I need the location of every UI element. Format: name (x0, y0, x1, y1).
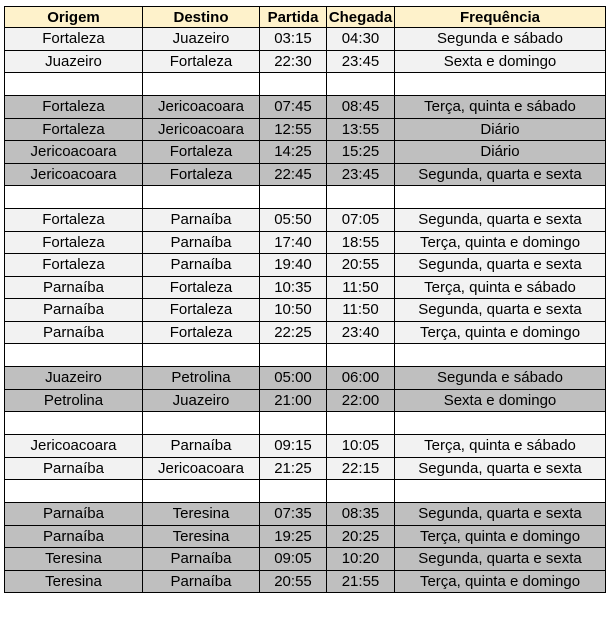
cell-partida: 20:55 (260, 570, 327, 593)
cell-origem: Fortaleza (5, 28, 143, 51)
cell-chegada: 11:50 (327, 276, 395, 299)
cell-partida: 19:40 (260, 254, 327, 277)
cell-partida: 05:50 (260, 209, 327, 232)
cell-destino: Fortaleza (143, 163, 260, 186)
cell-destino: Parnaíba (143, 254, 260, 277)
separator-cell (395, 186, 606, 209)
cell-chegada: 11:50 (327, 299, 395, 322)
cell-chegada: 10:05 (327, 435, 395, 458)
separator-cell (395, 73, 606, 96)
cell-partida: 10:50 (260, 299, 327, 322)
cell-frequencia: Sexta e domingo (395, 389, 606, 412)
separator-cell (260, 73, 327, 96)
separator-cell (143, 344, 260, 367)
table-row (5, 299, 606, 322)
cell-origem: Jericoacoara (5, 163, 143, 186)
separator-cell (327, 480, 395, 503)
cell-origem: Parnaíba (5, 503, 143, 526)
cell-destino: Juazeiro (143, 389, 260, 412)
separator-cell (143, 412, 260, 435)
cell-destino: Jericoacoara (143, 118, 260, 141)
table-row (5, 118, 606, 141)
cell-frequencia: Terça, quinta e domingo (395, 525, 606, 548)
cell-partida: 09:05 (260, 548, 327, 571)
separator-cell (327, 73, 395, 96)
cell-partida: 10:35 (260, 276, 327, 299)
cell-destino: Juazeiro (143, 28, 260, 51)
cell-destino: Teresina (143, 503, 260, 526)
table-row (5, 435, 606, 458)
cell-chegada: 22:00 (327, 389, 395, 412)
cell-origem: Jericoacoara (5, 141, 143, 164)
cell-destino: Jericoacoara (143, 96, 260, 119)
separator-cell (143, 73, 260, 96)
cell-destino: Teresina (143, 525, 260, 548)
cell-frequencia: Segunda, quarta e sexta (395, 209, 606, 232)
cell-origem: Parnaíba (5, 321, 143, 344)
cell-chegada: 20:25 (327, 525, 395, 548)
separator-cell (260, 186, 327, 209)
cell-frequencia: Terça, quinta e sábado (395, 276, 606, 299)
cell-frequencia: Segunda, quarta e sexta (395, 254, 606, 277)
table-row (5, 457, 606, 480)
cell-origem: Fortaleza (5, 118, 143, 141)
cell-frequencia: Diário (395, 141, 606, 164)
separator-cell (327, 186, 395, 209)
cell-chegada: 13:55 (327, 118, 395, 141)
cell-destino: Parnaíba (143, 209, 260, 232)
separator-cell (5, 344, 143, 367)
table-row (5, 276, 606, 299)
separator-row (5, 344, 606, 367)
cell-frequencia: Terça, quinta e domingo (395, 231, 606, 254)
separator-row (5, 73, 606, 96)
separator-cell (395, 344, 606, 367)
separator-cell (5, 186, 143, 209)
cell-chegada: 18:55 (327, 231, 395, 254)
cell-frequencia: Segunda e sábado (395, 367, 606, 390)
cell-origem: Fortaleza (5, 231, 143, 254)
cell-destino: Fortaleza (143, 50, 260, 73)
cell-chegada: 21:55 (327, 570, 395, 593)
cell-partida: 14:25 (260, 141, 327, 164)
separator-cell (327, 412, 395, 435)
cell-destino: Fortaleza (143, 321, 260, 344)
separator-cell (260, 344, 327, 367)
cell-destino: Parnaíba (143, 231, 260, 254)
table-row (5, 570, 606, 593)
cell-partida: 19:25 (260, 525, 327, 548)
table-row (5, 163, 606, 186)
cell-partida: 22:30 (260, 50, 327, 73)
header-chegada: Chegada (327, 7, 395, 28)
cell-chegada: 15:25 (327, 141, 395, 164)
cell-chegada: 07:05 (327, 209, 395, 232)
table-row (5, 525, 606, 548)
cell-destino: Fortaleza (143, 299, 260, 322)
header-frequencia: Frequência (395, 7, 606, 28)
cell-destino: Jericoacoara (143, 457, 260, 480)
table-row (5, 389, 606, 412)
cell-origem: Jericoacoara (5, 435, 143, 458)
cell-frequencia: Segunda, quarta e sexta (395, 548, 606, 571)
cell-partida: 21:00 (260, 389, 327, 412)
cell-destino: Fortaleza (143, 141, 260, 164)
cell-origem: Teresina (5, 570, 143, 593)
separator-row (5, 480, 606, 503)
table-row (5, 367, 606, 390)
cell-frequencia: Terça, quinta e domingo (395, 570, 606, 593)
cell-chegada: 23:45 (327, 50, 395, 73)
cell-chegada: 23:40 (327, 321, 395, 344)
header-partida: Partida (260, 7, 327, 28)
table-row (5, 231, 606, 254)
table-row (5, 96, 606, 119)
separator-cell (143, 186, 260, 209)
cell-destino: Fortaleza (143, 276, 260, 299)
separator-cell (143, 480, 260, 503)
cell-chegada: 08:45 (327, 96, 395, 119)
table-row (5, 548, 606, 571)
cell-origem: Teresina (5, 548, 143, 571)
cell-frequencia: Segunda e sábado (395, 28, 606, 51)
cell-chegada: 08:35 (327, 503, 395, 526)
cell-chegada: 04:30 (327, 28, 395, 51)
cell-frequencia: Diário (395, 118, 606, 141)
table-row (5, 141, 606, 164)
table-row (5, 28, 606, 51)
separator-cell (5, 480, 143, 503)
cell-partida: 09:15 (260, 435, 327, 458)
cell-origem: Parnaíba (5, 457, 143, 480)
cell-origem: Parnaíba (5, 299, 143, 322)
header-destino: Destino (143, 7, 260, 28)
separator-cell (395, 412, 606, 435)
table-row (5, 209, 606, 232)
cell-chegada: 20:55 (327, 254, 395, 277)
cell-partida: 21:25 (260, 457, 327, 480)
cell-origem: Juazeiro (5, 50, 143, 73)
schedule-table (4, 6, 606, 593)
cell-origem: Petrolina (5, 389, 143, 412)
cell-origem: Fortaleza (5, 209, 143, 232)
cell-partida: 03:15 (260, 28, 327, 51)
cell-frequencia: Terça, quinta e sábado (395, 96, 606, 119)
cell-origem: Fortaleza (5, 254, 143, 277)
header-origem: Origem (5, 7, 143, 28)
table-row (5, 503, 606, 526)
cell-frequencia: Segunda, quarta e sexta (395, 457, 606, 480)
cell-chegada: 10:20 (327, 548, 395, 571)
separator-cell (327, 344, 395, 367)
cell-origem: Juazeiro (5, 367, 143, 390)
cell-frequencia: Segunda, quarta e sexta (395, 163, 606, 186)
cell-origem: Parnaíba (5, 525, 143, 548)
cell-origem: Parnaíba (5, 276, 143, 299)
cell-destino: Parnaíba (143, 435, 260, 458)
separator-cell (260, 480, 327, 503)
cell-partida: 17:40 (260, 231, 327, 254)
cell-partida: 22:25 (260, 321, 327, 344)
table-row (5, 321, 606, 344)
table-row (5, 50, 606, 73)
separator-cell (395, 480, 606, 503)
cell-partida: 07:45 (260, 96, 327, 119)
cell-frequencia: Terça, quinta e domingo (395, 321, 606, 344)
schedule-body (5, 28, 606, 593)
cell-destino: Petrolina (143, 367, 260, 390)
separator-cell (5, 412, 143, 435)
cell-partida: 22:45 (260, 163, 327, 186)
cell-frequencia: Segunda, quarta e sexta (395, 299, 606, 322)
cell-partida: 07:35 (260, 503, 327, 526)
table-row (5, 254, 606, 277)
cell-destino: Parnaíba (143, 548, 260, 571)
header-row (5, 7, 606, 28)
cell-frequencia: Sexta e domingo (395, 50, 606, 73)
separator-row (5, 186, 606, 209)
separator-cell (5, 73, 143, 96)
cell-origem: Fortaleza (5, 96, 143, 119)
separator-row (5, 412, 606, 435)
cell-chegada: 22:15 (327, 457, 395, 480)
schedule-container (4, 6, 606, 593)
separator-cell (260, 412, 327, 435)
cell-chegada: 23:45 (327, 163, 395, 186)
cell-destino: Parnaíba (143, 570, 260, 593)
cell-chegada: 06:00 (327, 367, 395, 390)
cell-partida: 12:55 (260, 118, 327, 141)
cell-frequencia: Segunda, quarta e sexta (395, 503, 606, 526)
cell-frequencia: Terça, quinta e sábado (395, 435, 606, 458)
cell-partida: 05:00 (260, 367, 327, 390)
